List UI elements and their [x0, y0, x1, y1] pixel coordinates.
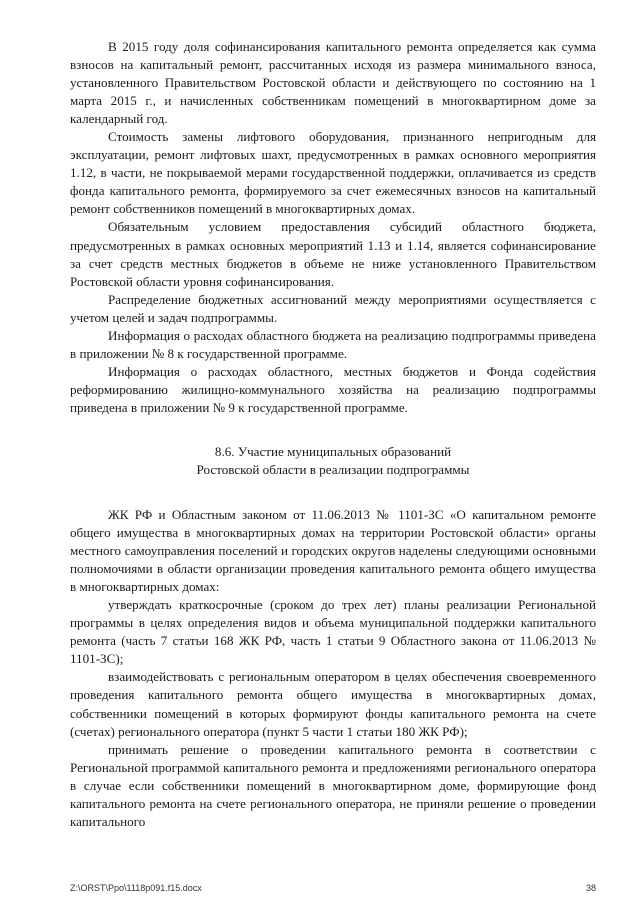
spacer: [70, 417, 596, 443]
paragraph-subsidy-condition: Обязательным условием предоставления субсидий областного бюджета, предусмотренных в рамках основных мероприятий 1.13 и 1.14, является софинансирование за счет средств местных бюджетов в объеме не ниже установленного Правительством Ростовской области уровня софинансирования.: [70, 219, 596, 289]
section-title-line-1: 8.6. Участие муниципальных образований: [214, 443, 452, 459]
spacer: [70, 479, 596, 506]
paragraph-operator-interaction: взаимодействовать с региональным оператором в целях обеспечения своевременного проведения капитального ремонта общего имущества в многоквартирных домах, собственники помещений в которых формируют фонды капитального ремонта на счете (счетах) регионального оператора (пункт 5 части 1 статьи 180 ЖК РФ);: [70, 669, 596, 739]
footer-file-path: Z:\ORST\Ppo\1118p091.f15.docx: [70, 883, 202, 893]
footer-page-number: 38: [585, 883, 596, 893]
paragraph-short-term-plans: утверждать краткосрочные (сроком до трех лет) планы реализации Региональной программы в целях определения видов и объема муниципальной поддержки капитального ремонта (часть 7 статьи 168 ЖК РФ, часть 1 статьи 9 Областного закона от 11.06.2013 № 1101-ЗС);: [70, 597, 596, 667]
paragraph-municipal-powers: ЖК РФ и Областным законом от 11.06.2013 № 1101-ЗС «О капитальном ремонте общего имущества в многоквартирных домах на территории Ростовской области» органы местного самоуправления поселений и городских округов наделены следующими основными полномочиями в области организации проведения капитального ремонта общего имущества в многоквартирных домах:: [70, 506, 596, 595]
paragraph-cofinancing-2015: В 2015 году доля софинансирования капитального ремонта определяется как сумма взносов на капитальный ремонт, рассчитанных исходя из размера минимального взноса, установленного Правительством Ростовской области и действующего по состоянию на 1 марта 2015 г., и начисленных собственникам помещений в многоквартирном доме за календарный год.: [70, 39, 596, 127]
document-page: [70, 38, 596, 831]
paragraph-elevator-replacement: Стоимость замены лифтового оборудования, признанного непригодным для эксплуатации, ремонт лифтовых шахт, предусмотренных в рамках основного мероприятия 1.12, в части, не покрываемой мерами государственной поддержки, оплачивается из средств фонда капитального ремонта, формируемого за счет ежемесячных взносов на капитальный ремонт собственников помещений в многоквартирных домах.: [70, 129, 596, 217]
paragraph-regional-budget-info: Информация о расходах областного бюджета на реализацию подпрограммы приведена в приложении № 8 к государственной программе.: [70, 327, 596, 361]
paragraph-repair-decision: принимать решение о проведении капитального ремонта в соответствии с Региональной программой капитального ремонта и предложениями регионального оператора в случае если собственники помещений в многоквартирном доме, формирующие фонд капитального ремонта на счете регионального оператора, не приняли решение о проведении капитального: [70, 741, 596, 829]
paragraph-fund-budget-info: Информация о расходах областного, местных бюджетов и Фонда содействия реформированию жилищно-коммунального хозяйства на реализацию подпрограммы приведена в приложении № 9 к государственной программе.: [70, 363, 596, 415]
paragraph-budget-distribution: Распределение бюджетных ассигнований между мероприятиями осуществляется с учетом целей и задач подпрограммы.: [70, 291, 596, 325]
section-title-line-2: Ростовской области в реализации подпрограммы: [196, 461, 470, 477]
